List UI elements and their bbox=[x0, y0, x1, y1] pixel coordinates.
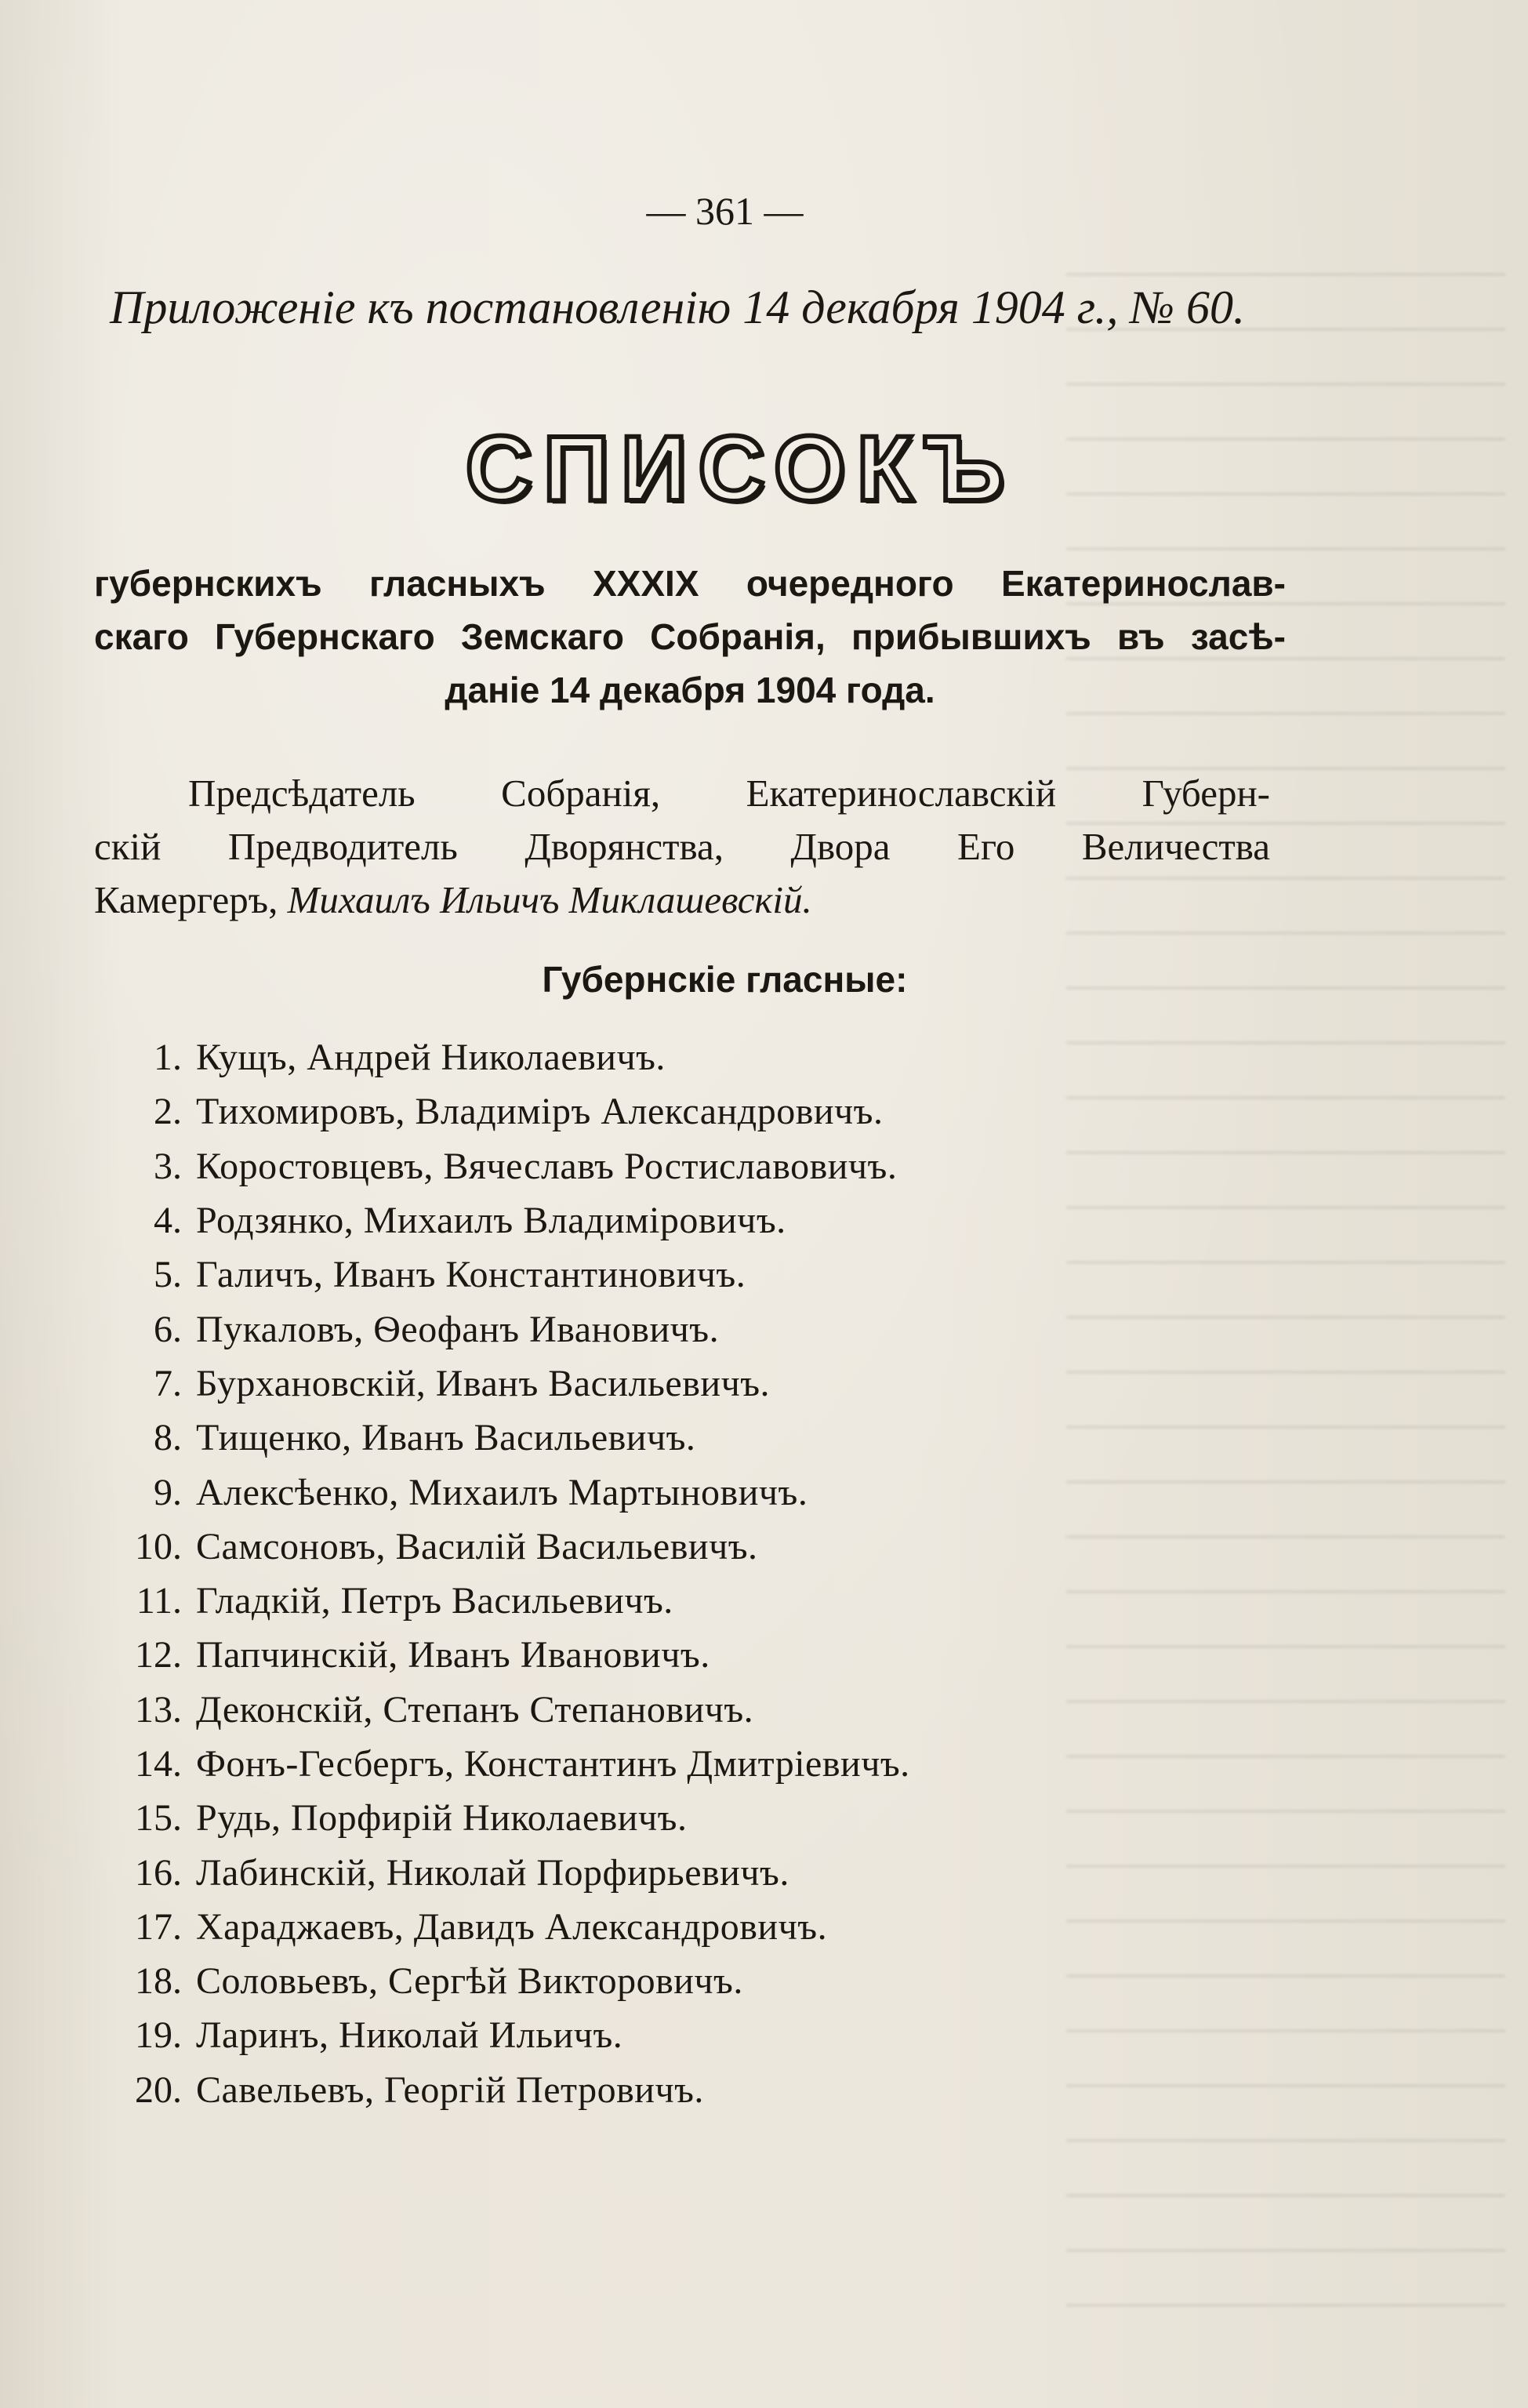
list-item-number: 8. bbox=[154, 1417, 182, 1459]
list-item bbox=[110, 1139, 1286, 1193]
list-item-number: 4. bbox=[154, 1200, 182, 1242]
list-item-name: Папчинскій, Иванъ Ивановичъ. bbox=[196, 1634, 710, 1676]
list-item-number: 5. bbox=[154, 1254, 182, 1296]
list-item bbox=[110, 1954, 1286, 2008]
list-item-number: 19. bbox=[135, 2014, 182, 2057]
list-item bbox=[110, 1900, 1286, 1954]
list-item-number: 1. bbox=[154, 1037, 182, 1079]
list-item-name: Деконскій, Степанъ Степановичъ. bbox=[196, 1688, 754, 1731]
appendix-line: Приложеніе къ постановленію 14 декабря 1904 г., № 60. bbox=[110, 281, 1245, 333]
list-item-number: 3. bbox=[154, 1145, 182, 1187]
document-subtitle bbox=[94, 557, 1286, 717]
list-item-name: Лабинскій, Николай Порфирьевичъ. bbox=[196, 1851, 789, 1894]
subtitle-line: даніе 14 декабря 1904 года. bbox=[445, 670, 935, 710]
list-item-name: Ларинъ, Николай Ильичъ. bbox=[196, 2014, 623, 2057]
list-item bbox=[110, 1683, 1286, 1737]
list-item-number: 15. bbox=[135, 1797, 182, 1840]
list-item bbox=[110, 1628, 1286, 1682]
list-item-name: Бурхановскій, Иванъ Васильевичъ. bbox=[196, 1362, 771, 1404]
list-item-number: 12. bbox=[135, 1634, 182, 1676]
list-item-name: Рудь, Порфирій Николаевичъ. bbox=[196, 1797, 688, 1840]
chairman-paragraph bbox=[94, 767, 1270, 927]
list-item bbox=[110, 1193, 1286, 1248]
list-item bbox=[110, 1737, 1286, 1791]
list-item-name: Фонъ-Гесбергъ, Константинъ Дмитріевичъ. bbox=[196, 1743, 910, 1785]
chairman-line bbox=[94, 873, 1270, 927]
subtitle-line: губернскихъ гласныхъ XXXIX очередного Екатеринослав- bbox=[94, 563, 1286, 604]
list-item bbox=[110, 1030, 1286, 1084]
list-item bbox=[110, 1302, 1286, 1356]
list-item bbox=[110, 1845, 1286, 1899]
list-item-name: Коростовцевъ, Вячеславъ Ростиславовичъ. bbox=[196, 1145, 898, 1187]
page-number: — 361 — bbox=[646, 189, 804, 233]
list-item-number: 16. bbox=[135, 1851, 182, 1894]
list-item-name: Тищенко, Иванъ Васильевичъ. bbox=[196, 1417, 696, 1459]
list-item bbox=[110, 1248, 1286, 1302]
list-item-name: Гладкій, Петръ Васильевичъ. bbox=[196, 1580, 673, 1622]
list-item-name: Хараджаевъ, Давидъ Александровичъ. bbox=[196, 1905, 828, 1948]
list-item-number: 7. bbox=[154, 1362, 182, 1404]
list-item-number: 13. bbox=[135, 1688, 182, 1731]
document-title: СПИСОКЪ bbox=[465, 417, 1016, 521]
list-item bbox=[110, 1084, 1286, 1139]
chairman-title: Камергеръ, bbox=[94, 878, 278, 921]
list-item-number: 20. bbox=[135, 2068, 182, 2111]
list-item-name: Алексѣенко, Михаилъ Мартыновичъ. bbox=[196, 1471, 808, 1513]
list-item-name: Пукаловъ, Ѳеофанъ Ивановичъ. bbox=[196, 1308, 720, 1350]
list-item bbox=[110, 1357, 1286, 1411]
list-item-number: 17. bbox=[135, 1905, 182, 1948]
section-heading: Губернскіе гласные: bbox=[542, 959, 908, 1000]
list-item bbox=[110, 2063, 1286, 2117]
list-item bbox=[110, 2008, 1286, 2062]
list-item bbox=[110, 1791, 1286, 1845]
list-item-name: Самсоновъ, Василій Васильевичъ. bbox=[196, 1525, 758, 1567]
list-item-name: Кущъ, Андрей Николаевичъ. bbox=[196, 1037, 666, 1079]
list-item bbox=[110, 1520, 1286, 1574]
chairman-name: Михаилъ Ильичъ Миклашевскій. bbox=[287, 878, 812, 921]
list-item bbox=[110, 1574, 1286, 1628]
list-item-name: Галичъ, Иванъ Константиновичъ. bbox=[196, 1254, 746, 1296]
list-item-number: 2. bbox=[154, 1091, 182, 1133]
list-item bbox=[110, 1411, 1286, 1465]
list-item-number: 9. bbox=[154, 1471, 182, 1513]
list-item-name: Тихомировъ, Владиміръ Александровичъ. bbox=[196, 1091, 884, 1133]
list-item-name: Соловьевъ, Сергѣй Викторовичъ. bbox=[196, 1960, 743, 2003]
list-item bbox=[110, 1465, 1286, 1519]
list-item-number: 14. bbox=[135, 1743, 182, 1785]
list-item-name: Родзянко, Михаилъ Владиміровичъ. bbox=[196, 1200, 786, 1242]
list-item-number: 6. bbox=[154, 1308, 182, 1350]
list-item-number: 18. bbox=[135, 1960, 182, 2003]
list-item-number: 11. bbox=[136, 1580, 182, 1622]
list-item-name: Савельевъ, Георгій Петровичъ. bbox=[196, 2068, 704, 2111]
chairman-line: Предсѣдатель Собранія, Екатеринославскій Губерн- bbox=[188, 772, 1270, 815]
members-list bbox=[110, 1030, 1286, 2117]
subtitle-line: скаго Губернскаго Земскаго Собранія, прибывшихъ въ засѣ- bbox=[94, 616, 1286, 657]
list-item-number: 10. bbox=[135, 1525, 182, 1567]
chairman-line: скій Предводитель Дворянства, Двора Его Величества bbox=[94, 825, 1270, 868]
